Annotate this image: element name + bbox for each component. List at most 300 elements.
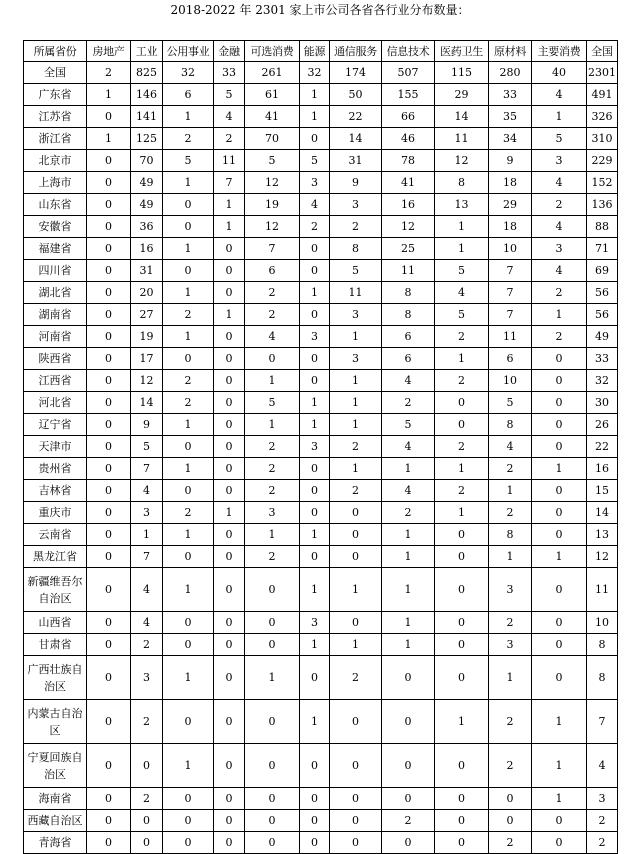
count-cell: 0 [87,150,131,172]
province-cell: 广西壮族自治区 [24,656,87,700]
count-cell: 4 [532,172,587,194]
count-cell: 0 [214,392,245,414]
count-cell: 69 [587,260,618,282]
count-cell: 2 [587,810,618,832]
count-cell: 2 [245,546,300,568]
count-cell: 0 [87,414,131,436]
count-cell: 2 [245,304,300,326]
count-cell: 0 [300,128,330,150]
count-cell: 0 [300,788,330,810]
count-cell: 0 [214,524,245,546]
count-cell: 2 [214,128,245,150]
count-cell: 0 [214,414,245,436]
count-cell: 174 [330,62,382,84]
count-cell: 0 [131,832,163,854]
header-province: 所属省份 [24,41,87,62]
header-consumer-staples: 主要消费 [532,41,587,62]
count-cell: 70 [131,150,163,172]
count-cell: 0 [87,326,131,348]
province-cell: 北京市 [24,150,87,172]
count-cell: 152 [587,172,618,194]
count-cell: 8 [587,656,618,700]
count-cell: 0 [300,502,330,524]
count-cell: 0 [300,656,330,700]
count-cell: 6 [382,326,435,348]
count-cell: 261 [245,62,300,84]
count-cell: 1 [330,634,382,656]
count-cell: 0 [532,832,587,854]
count-cell: 136 [587,194,618,216]
count-cell: 0 [214,370,245,392]
count-cell: 3 [330,348,382,370]
count-cell: 4 [382,370,435,392]
count-cell: 1 [435,700,489,744]
province-cell: 上海市 [24,172,87,194]
count-cell: 0 [300,480,330,502]
table-row [24,62,618,84]
count-cell: 19 [131,326,163,348]
count-cell: 1 [300,84,330,106]
count-cell: 0 [163,348,214,370]
count-cell: 310 [587,128,618,150]
count-cell: 0 [214,788,245,810]
count-cell: 50 [330,84,382,106]
count-cell: 0 [214,656,245,700]
province-cell: 江苏省 [24,106,87,128]
count-cell: 0 [163,480,214,502]
header-industrial: 工业 [131,41,163,62]
count-cell: 5 [532,128,587,150]
province-cell: 新疆维吾尔自治区 [24,568,87,612]
count-cell: 0 [87,392,131,414]
count-cell: 0 [87,348,131,370]
province-cell: 青海省 [24,832,87,854]
table-row [24,392,618,414]
count-cell: 32 [587,370,618,392]
count-cell: 0 [87,700,131,744]
count-cell: 34 [489,128,532,150]
count-cell: 33 [214,62,245,84]
count-cell: 6 [245,260,300,282]
count-cell: 2 [245,436,300,458]
count-cell: 0 [87,656,131,700]
count-cell: 7 [214,172,245,194]
header-real-estate: 房地产 [87,41,131,62]
count-cell: 10 [489,238,532,260]
count-cell: 1 [131,524,163,546]
count-cell: 1 [382,546,435,568]
count-cell: 2 [489,458,532,480]
province-cell: 山东省 [24,194,87,216]
province-cell: 甘肃省 [24,634,87,656]
count-cell: 0 [435,744,489,788]
province-cell: 江西省 [24,370,87,392]
count-cell: 2 [330,656,382,700]
count-cell: 280 [489,62,532,84]
count-cell: 71 [587,238,618,260]
count-cell: 27 [131,304,163,326]
table-row [24,546,618,568]
count-cell: 12 [131,370,163,392]
province-cell: 河北省 [24,392,87,414]
count-cell: 36 [131,216,163,238]
count-cell: 14 [587,502,618,524]
count-cell: 1 [382,568,435,612]
count-cell: 0 [435,788,489,810]
count-cell: 7 [489,282,532,304]
count-cell: 0 [382,788,435,810]
table-row [24,744,618,788]
count-cell: 3 [131,502,163,524]
count-cell: 0 [214,612,245,634]
count-cell: 2 [489,744,532,788]
count-cell: 0 [245,634,300,656]
count-cell: 0 [330,524,382,546]
count-cell: 0 [435,634,489,656]
count-cell: 0 [330,700,382,744]
count-cell: 49 [131,194,163,216]
count-cell: 0 [163,194,214,216]
count-cell: 5 [489,392,532,414]
count-cell: 5 [382,414,435,436]
count-cell: 1 [214,194,245,216]
count-cell: 17 [131,348,163,370]
count-cell: 7 [131,458,163,480]
count-cell: 2 [330,216,382,238]
count-cell: 1 [214,216,245,238]
count-cell: 0 [532,524,587,546]
count-cell: 0 [532,612,587,634]
table-row [24,480,618,502]
table-row [24,194,618,216]
count-cell: 1 [532,744,587,788]
count-cell: 1 [330,568,382,612]
table-row [24,260,618,282]
table-row [24,810,618,832]
count-cell: 11 [330,282,382,304]
count-cell: 2 [435,480,489,502]
count-cell: 2 [330,436,382,458]
count-cell: 0 [163,612,214,634]
count-cell: 0 [214,282,245,304]
count-cell: 2 [131,788,163,810]
count-cell: 2 [489,832,532,854]
count-cell: 5 [245,392,300,414]
count-cell: 1 [163,106,214,128]
count-cell: 0 [87,458,131,480]
count-cell: 1 [489,480,532,502]
count-cell: 2 [163,304,214,326]
count-cell: 0 [489,788,532,810]
count-cell: 11 [435,128,489,150]
count-cell: 1 [532,106,587,128]
table-row [24,524,618,546]
count-cell: 22 [587,436,618,458]
table-row [24,502,618,524]
table-row [24,304,618,326]
count-cell: 1 [163,458,214,480]
count-cell: 1 [532,700,587,744]
count-cell: 0 [245,348,300,370]
province-cell: 浙江省 [24,128,87,150]
count-cell: 0 [435,612,489,634]
count-cell: 1 [435,458,489,480]
count-cell: 146 [131,84,163,106]
count-cell: 3 [489,568,532,612]
count-cell: 825 [131,62,163,84]
count-cell: 0 [300,238,330,260]
count-cell: 1 [489,656,532,700]
province-cell: 四川省 [24,260,87,282]
count-cell: 0 [435,568,489,612]
count-cell: 2 [300,216,330,238]
count-cell: 0 [214,568,245,612]
count-cell: 20 [131,282,163,304]
count-cell: 18 [489,216,532,238]
count-cell: 6 [489,348,532,370]
count-cell: 33 [587,348,618,370]
count-cell: 0 [87,238,131,260]
count-cell: 0 [87,194,131,216]
count-cell: 3 [587,788,618,810]
count-cell: 0 [87,480,131,502]
count-cell: 0 [435,810,489,832]
count-cell: 9 [489,150,532,172]
count-cell: 326 [587,106,618,128]
count-cell: 0 [330,546,382,568]
table-row [24,788,618,810]
count-cell: 3 [300,436,330,458]
count-cell: 0 [163,810,214,832]
count-cell: 3 [300,612,330,634]
count-cell: 1 [532,546,587,568]
count-cell: 0 [532,568,587,612]
count-cell: 25 [382,238,435,260]
count-cell: 0 [87,370,131,392]
count-cell: 2 [489,612,532,634]
table-row [24,458,618,480]
count-cell: 0 [300,810,330,832]
count-cell: 0 [214,326,245,348]
count-cell: 0 [163,788,214,810]
count-cell: 41 [382,172,435,194]
table-row [24,832,618,854]
count-cell: 1 [300,282,330,304]
count-cell: 2 [435,326,489,348]
count-cell: 1 [163,238,214,260]
count-cell: 0 [300,744,330,788]
count-cell: 0 [163,260,214,282]
count-cell: 1 [163,568,214,612]
count-cell: 19 [245,194,300,216]
count-cell: 56 [587,304,618,326]
table-row [24,106,618,128]
province-cell: 湖北省 [24,282,87,304]
count-cell: 1 [163,524,214,546]
count-cell: 8 [587,634,618,656]
count-cell: 4 [532,260,587,282]
count-cell: 1 [435,348,489,370]
count-cell: 35 [489,106,532,128]
count-cell: 2 [489,502,532,524]
table-body [24,62,618,854]
count-cell: 0 [163,216,214,238]
count-cell: 1 [245,524,300,546]
count-cell: 0 [87,788,131,810]
count-cell: 7 [587,700,618,744]
count-cell: 3 [330,304,382,326]
count-cell: 0 [214,744,245,788]
table-row [24,634,618,656]
table-row [24,128,618,150]
province-cell: 云南省 [24,524,87,546]
count-cell: 2301 [587,62,618,84]
count-cell: 0 [87,810,131,832]
province-cell: 辽宁省 [24,414,87,436]
count-cell: 141 [131,106,163,128]
count-cell: 2 [163,392,214,414]
header-consumer-discretionary: 可选消费 [245,41,300,62]
count-cell: 491 [587,84,618,106]
count-cell: 1 [435,238,489,260]
count-cell: 2 [245,282,300,304]
count-cell: 0 [245,832,300,854]
count-cell: 3 [131,656,163,700]
count-cell: 115 [435,62,489,84]
count-cell: 0 [163,832,214,854]
table-row [24,348,618,370]
count-cell: 155 [382,84,435,106]
count-cell: 2 [245,458,300,480]
table-row [24,84,618,106]
count-cell: 14 [435,106,489,128]
count-cell: 3 [489,634,532,656]
count-cell: 11 [214,150,245,172]
count-cell: 0 [87,744,131,788]
count-cell: 1 [300,392,330,414]
table-row [24,216,618,238]
count-cell: 2 [489,700,532,744]
count-cell: 2 [163,502,214,524]
table-title: 2018-2022 年 2301 家上市公司各省各行业分布数量： [170,3,470,17]
count-cell: 11 [587,568,618,612]
header-health-care: 医药卫生 [435,41,489,62]
count-cell: 2 [382,392,435,414]
table-row [24,612,618,634]
count-cell: 5 [131,436,163,458]
count-cell: 0 [382,832,435,854]
count-cell: 16 [587,458,618,480]
count-cell: 22 [330,106,382,128]
count-cell: 0 [87,832,131,854]
count-cell: 4 [245,326,300,348]
province-cell: 内蒙古自治区 [24,700,87,744]
count-cell: 5 [214,84,245,106]
table-header-row [24,41,618,62]
count-cell: 2 [131,700,163,744]
count-cell: 12 [245,216,300,238]
count-cell: 32 [163,62,214,84]
count-cell: 1 [532,788,587,810]
header-finance: 金融 [214,41,245,62]
province-cell: 广东省 [24,84,87,106]
count-cell: 0 [87,568,131,612]
count-cell: 0 [245,788,300,810]
count-cell: 10 [587,612,618,634]
count-cell: 14 [131,392,163,414]
count-cell: 0 [300,832,330,854]
count-cell: 0 [214,810,245,832]
count-cell: 229 [587,150,618,172]
count-cell: 0 [300,458,330,480]
count-cell: 0 [87,612,131,634]
count-cell: 3 [300,172,330,194]
count-cell: 12 [435,150,489,172]
province-cell: 吉林省 [24,480,87,502]
count-cell: 12 [382,216,435,238]
province-cell: 海南省 [24,788,87,810]
count-cell: 3 [532,238,587,260]
count-cell: 5 [330,260,382,282]
count-cell: 1 [435,216,489,238]
count-cell: 2 [532,282,587,304]
count-cell: 8 [435,172,489,194]
count-cell: 1 [163,656,214,700]
count-cell: 0 [214,634,245,656]
province-cell: 全国 [24,62,87,84]
count-cell: 9 [330,172,382,194]
count-cell: 2 [532,326,587,348]
count-cell: 2 [587,832,618,854]
count-cell: 1 [489,546,532,568]
count-cell: 2 [87,62,131,84]
count-cell: 0 [532,810,587,832]
count-cell: 7 [489,260,532,282]
count-cell: 4 [587,744,618,788]
count-cell: 0 [330,810,382,832]
count-cell: 0 [532,392,587,414]
table-row [24,326,618,348]
count-cell: 12 [587,546,618,568]
count-cell: 0 [330,612,382,634]
count-cell: 1 [382,612,435,634]
count-cell: 30 [587,392,618,414]
table-row [24,656,618,700]
count-cell: 0 [214,480,245,502]
count-cell: 13 [435,194,489,216]
count-cell: 0 [214,700,245,744]
count-cell: 0 [435,392,489,414]
table-row [24,238,618,260]
count-cell: 125 [131,128,163,150]
count-cell: 5 [163,150,214,172]
count-cell: 1 [435,502,489,524]
count-cell: 2 [245,480,300,502]
count-cell: 5 [435,260,489,282]
count-cell: 8 [382,304,435,326]
table-row [24,568,618,612]
count-cell: 4 [382,480,435,502]
count-cell: 4 [382,436,435,458]
province-cell: 宁夏回族自治区 [24,744,87,788]
count-cell: 7 [131,546,163,568]
count-cell: 507 [382,62,435,84]
province-cell: 陕西省 [24,348,87,370]
count-cell: 3 [532,150,587,172]
count-cell: 0 [532,502,587,524]
count-cell: 33 [489,84,532,106]
count-cell: 0 [87,172,131,194]
